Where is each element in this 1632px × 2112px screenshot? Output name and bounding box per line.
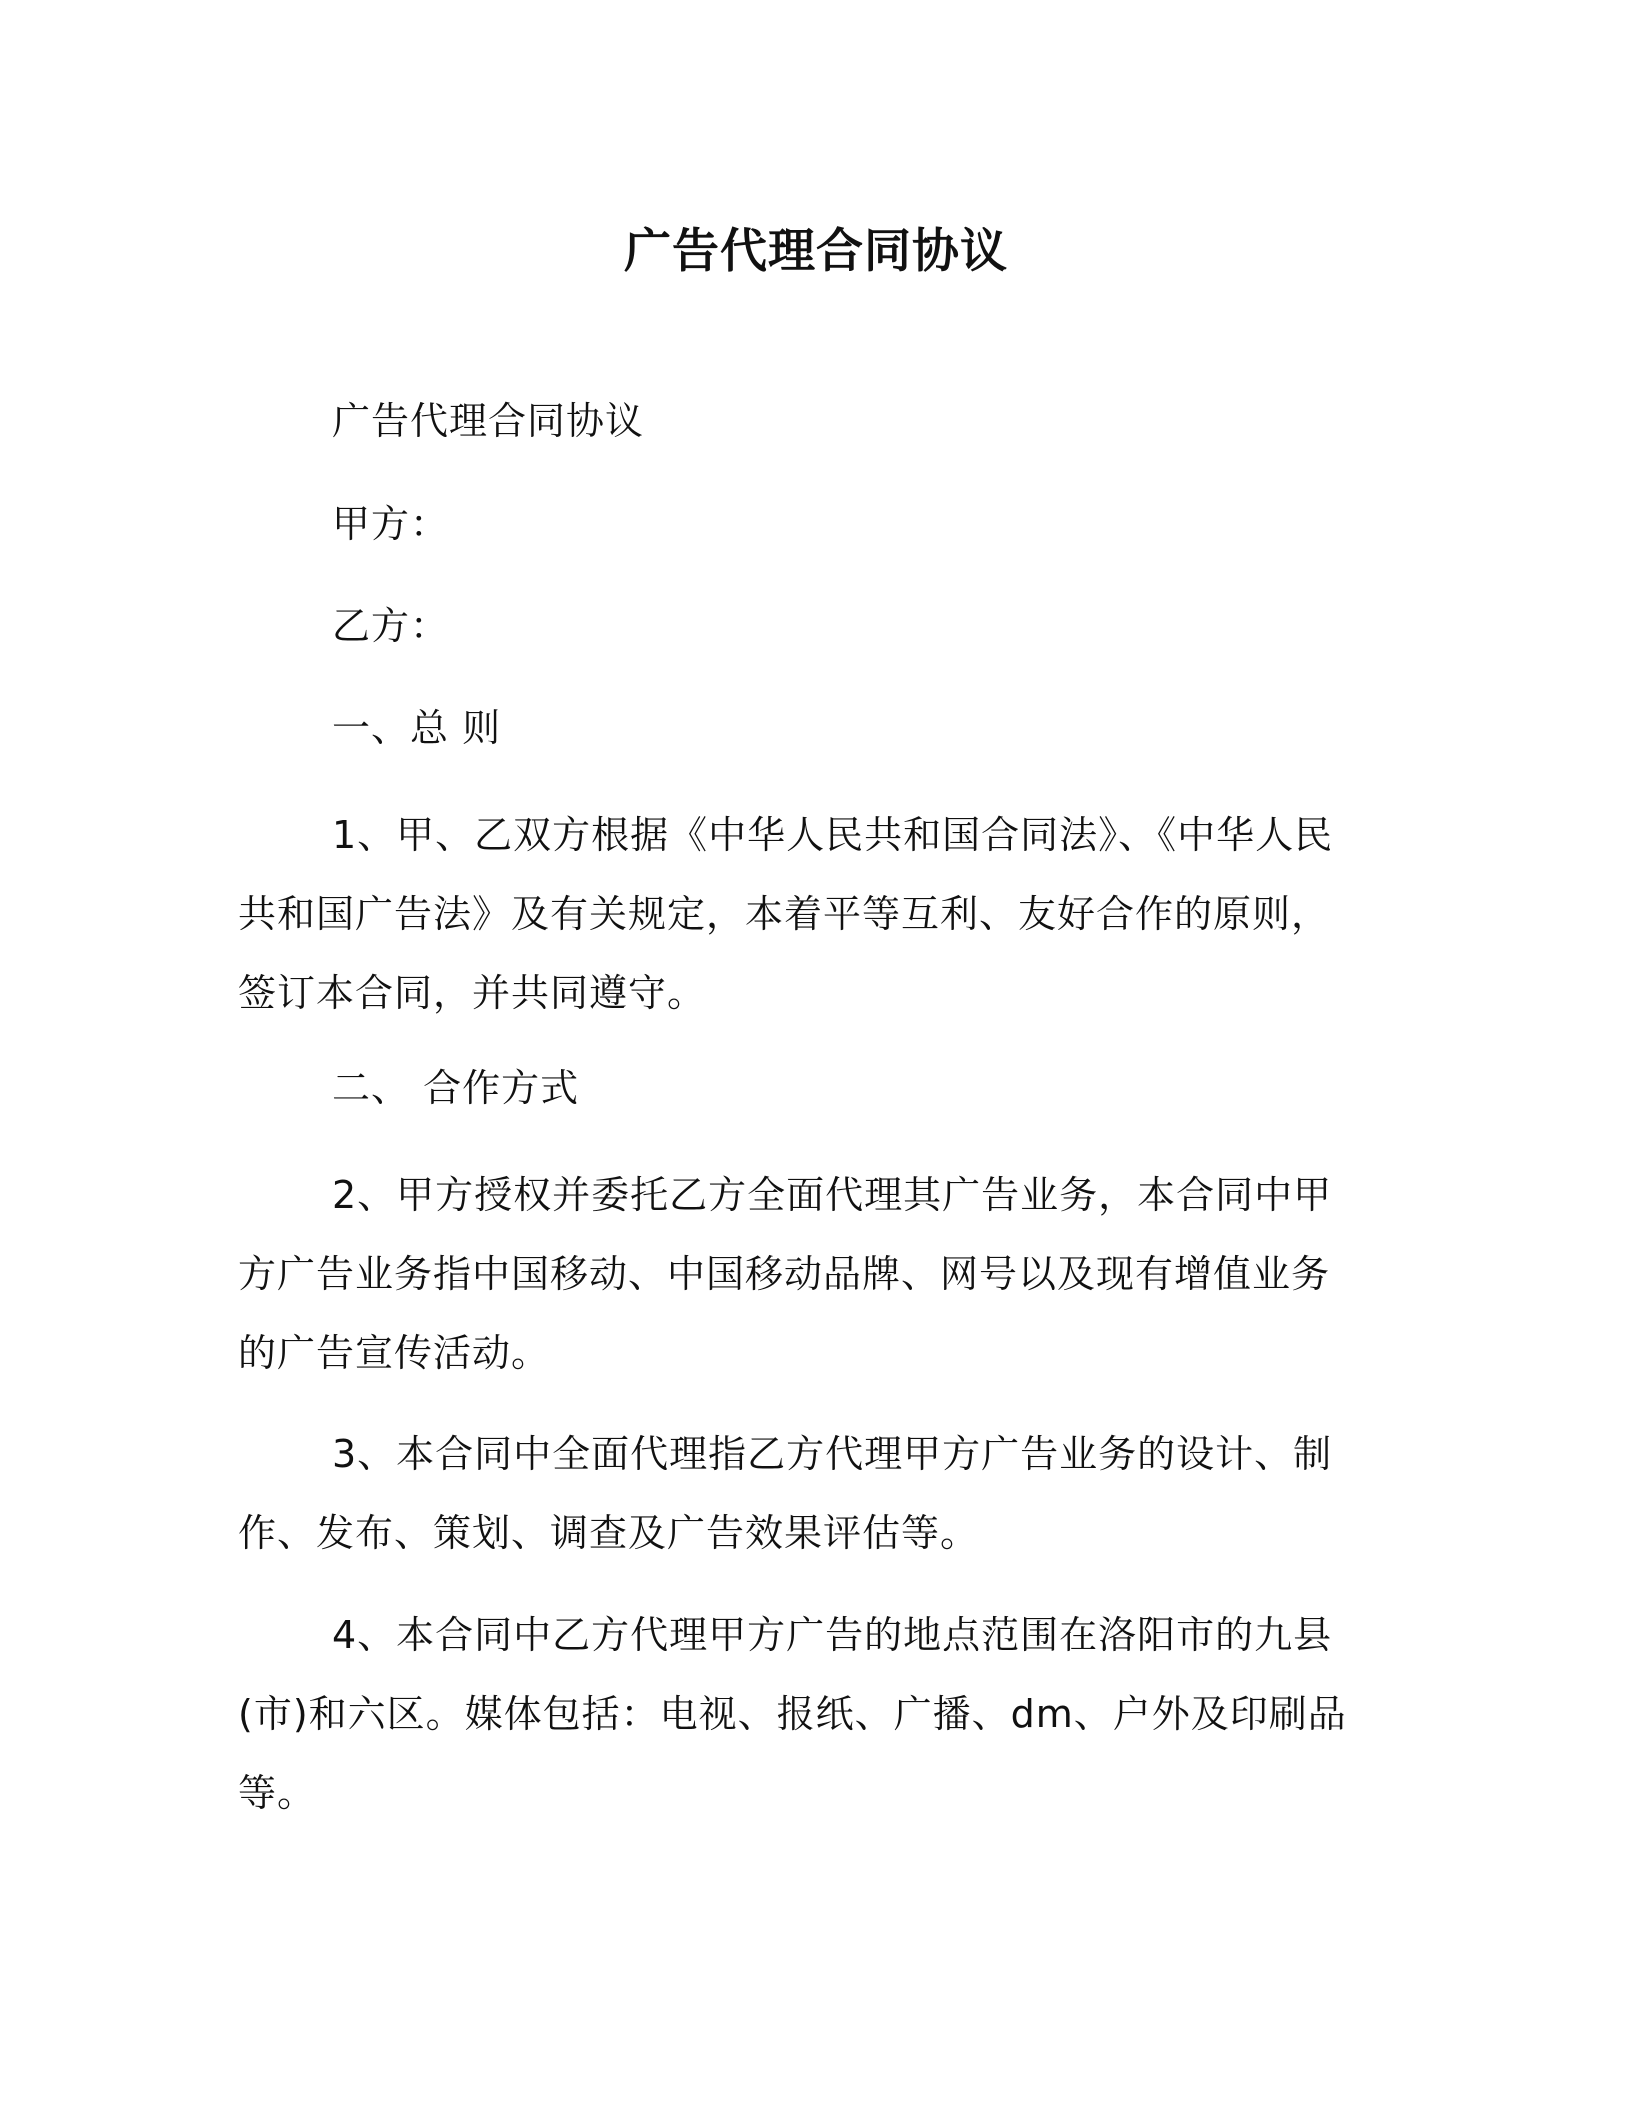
clause-1: 1、甲、乙双方根据《中华人民共和国合同法》、《中华人民共和国广告法》及有关规定，本着平等互利、友好合作的原则，签订本合同，并共同遵守。 <box>238 813 1334 1015</box>
section-heading-cooperation: 二、 合作方式 <box>332 1066 580 1110</box>
clause-3: 3、本合同中全面代理指乙方代理甲方广告业务的设计、制作、发布、策划、调查及广告效果评估等。 <box>238 1432 1333 1555</box>
party-a-label: 甲方： <box>332 502 450 546</box>
document-subtitle: 广告代理合同协议 <box>332 399 645 443</box>
section-heading-general: 一、总 则 <box>332 706 502 750</box>
clause-2: 2、甲方授权并委托乙方全面代理其广告业务，本合同中甲方广告业务指中国移动、中国移动品牌、网号以及现有增值业务的广告宣传活动。 <box>238 1173 1333 1375</box>
clause-4: 4、本合同中乙方代理甲方广告的地点范围在洛阳市的九县(市)和六区。媒体包括：电视、报纸、广播、dm、户外及印刷品等。 <box>238 1613 1347 1815</box>
party-b-label: 乙方： <box>332 604 450 648</box>
document-title: 广告代理合同协议 <box>624 224 1008 279</box>
